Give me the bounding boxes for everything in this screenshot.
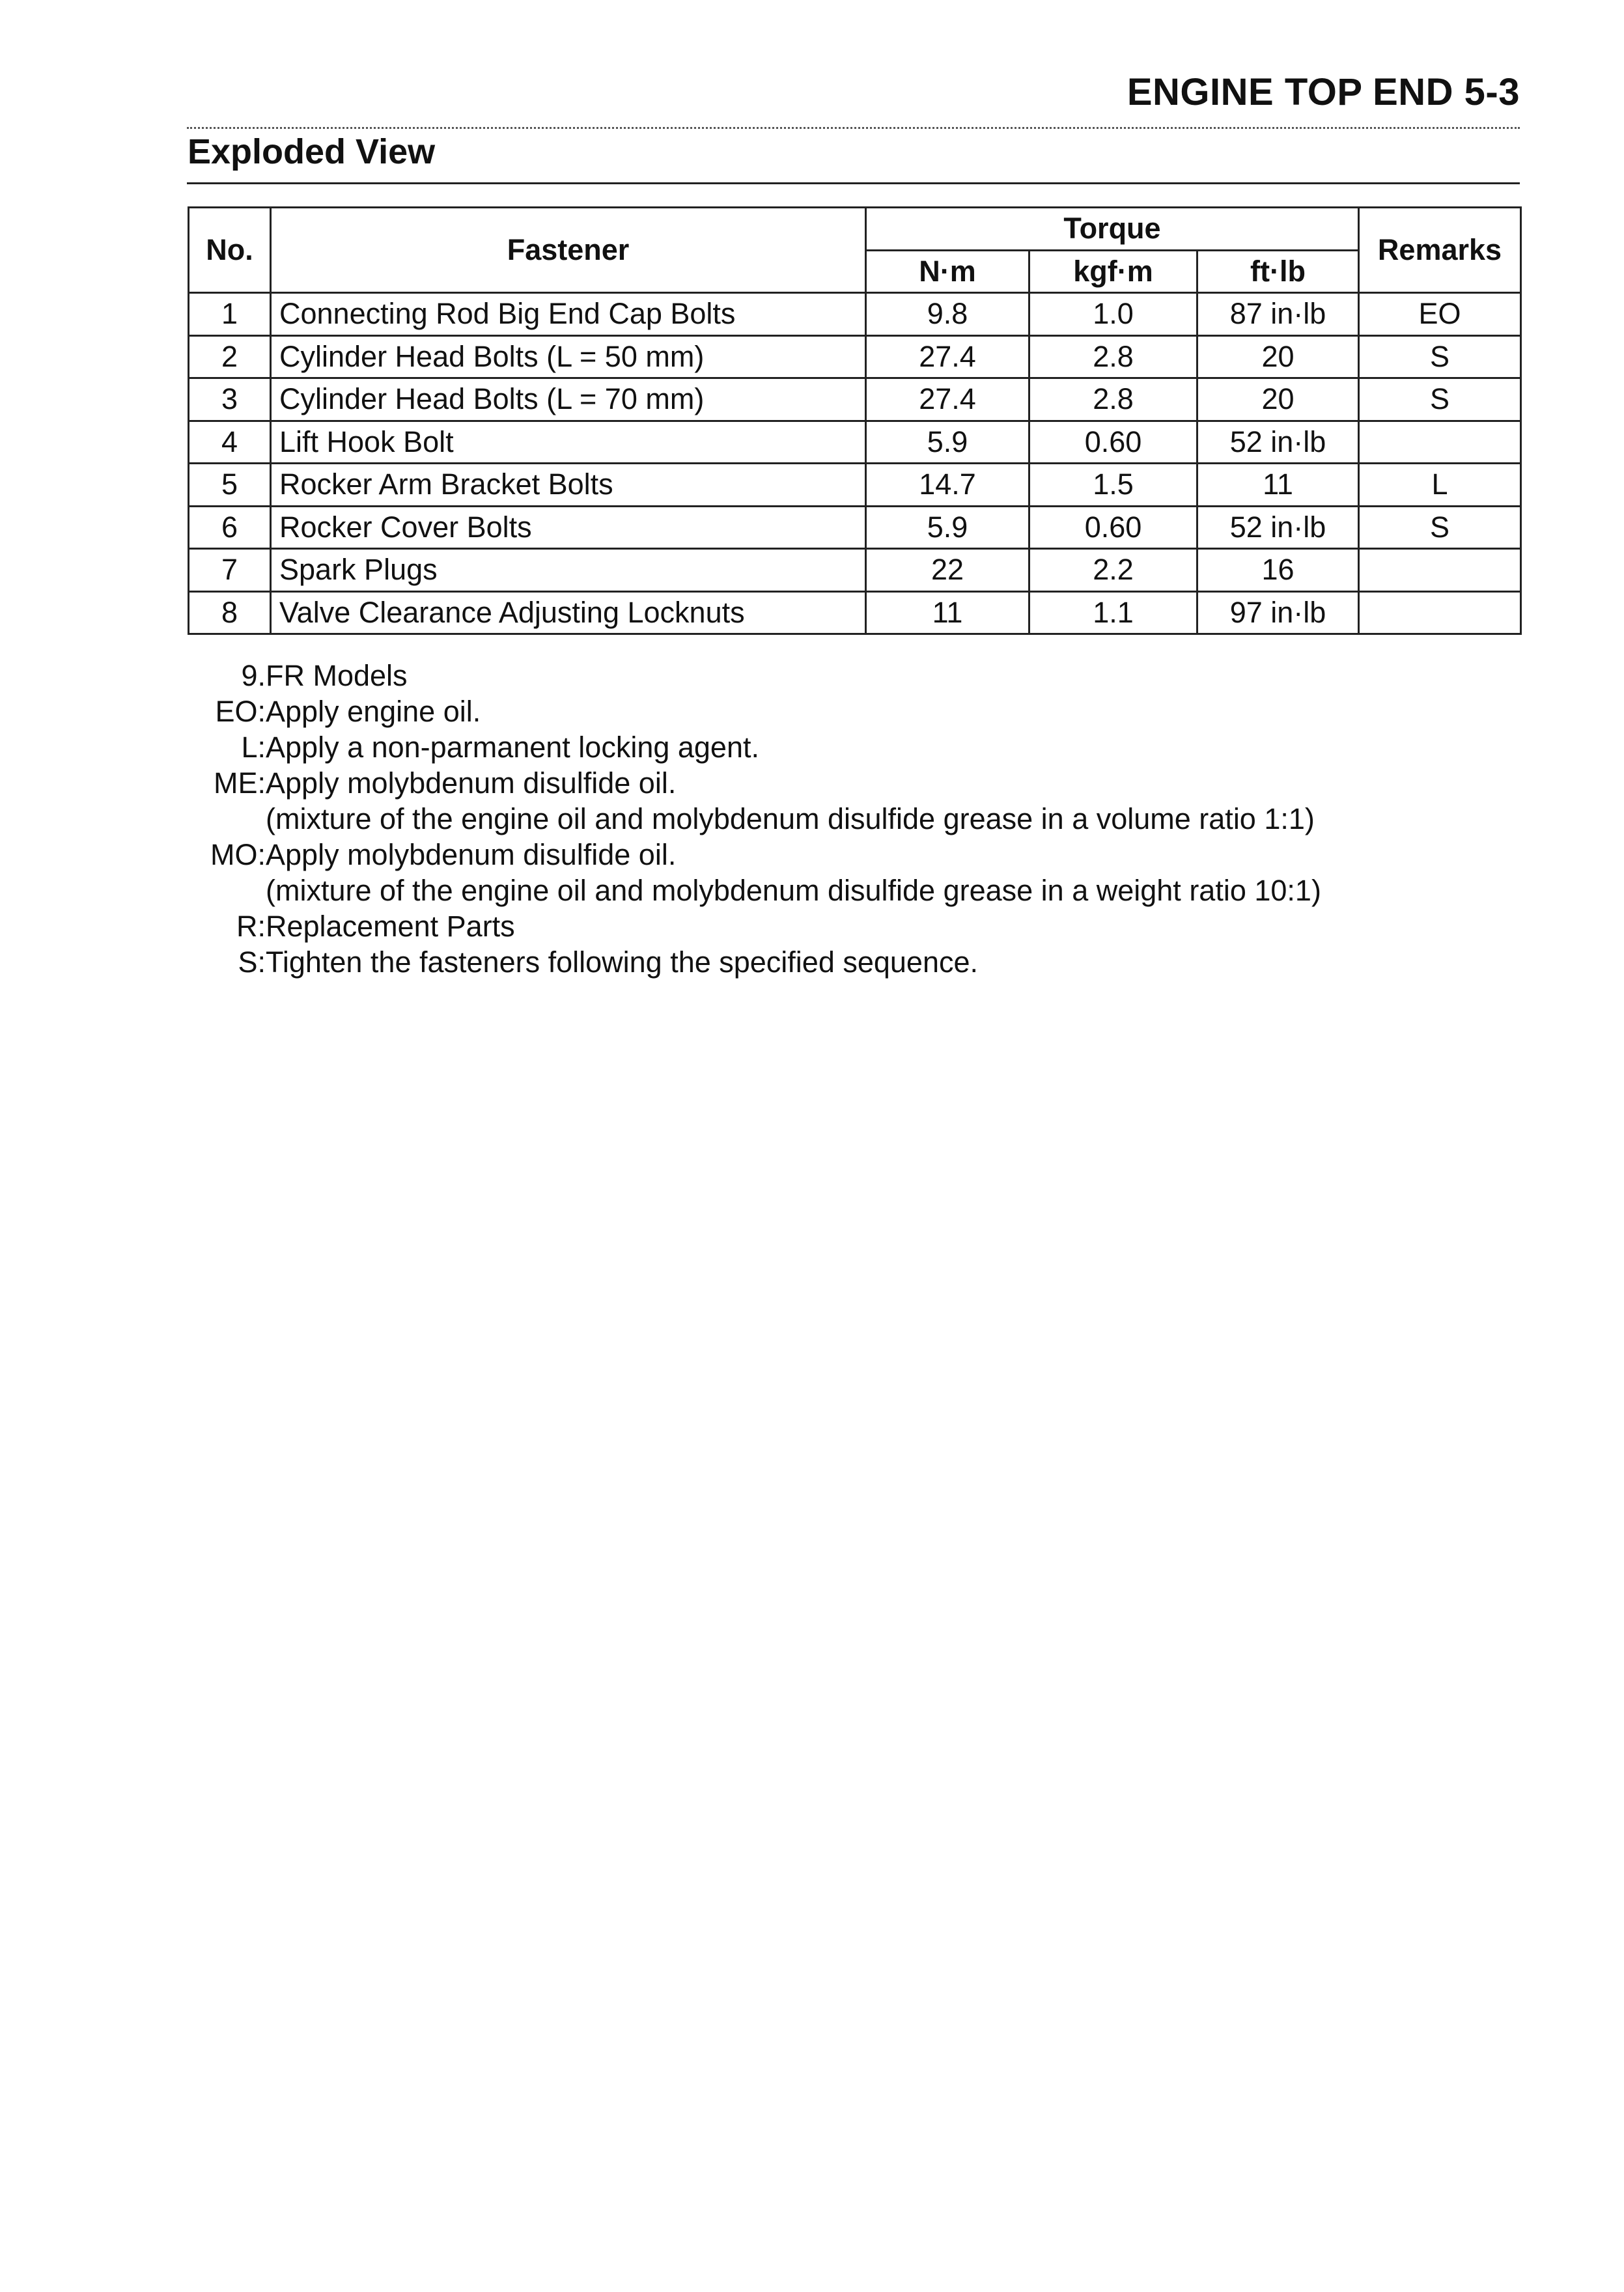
note-s: [195, 944, 1321, 980]
cell-remarks: S: [1359, 506, 1521, 549]
cell-ftlb: 52 in·lb: [1197, 506, 1359, 549]
note-key: S:: [238, 945, 266, 979]
cell-fastener: Connecting Rod Big End Cap Bolts: [271, 293, 866, 336]
cell-fastener: Rocker Cover Bolts: [271, 506, 866, 549]
cell-fastener: Valve Clearance Adjusting Locknuts: [271, 591, 866, 634]
header-remarks: Remarks: [1359, 208, 1521, 293]
cell-fastener: Cylinder Head Bolts (L = 70 mm): [271, 378, 866, 421]
cell-nm: 9.8: [866, 293, 1029, 336]
table-row: [189, 549, 1521, 592]
header-unit-ftlb: ft·lb: [1197, 250, 1359, 293]
cell-fastener: Cylinder Head Bolts (L = 50 mm): [271, 335, 866, 378]
table-row: [189, 506, 1521, 549]
note-l: [195, 729, 1321, 765]
section-title: Exploded View: [188, 132, 436, 171]
cell-nm: 5.9: [866, 506, 1029, 549]
table-row: [189, 464, 1521, 507]
note-mo-detail: (mixture of the engine oil and molybdenum disulfide grease in a weight ratio 10:1): [266, 874, 1321, 907]
cell-kgfm: 1.0: [1029, 293, 1197, 336]
cell-kgfm: 0.60: [1029, 506, 1197, 549]
cell-ftlb: 20: [1197, 335, 1359, 378]
cell-no: 7: [189, 549, 271, 592]
note-key: MO:: [210, 838, 266, 871]
cell-ftlb: 11: [1197, 464, 1359, 507]
table-row: [189, 335, 1521, 378]
cell-nm: 27.4: [866, 378, 1029, 421]
cell-no: 4: [189, 421, 271, 464]
header-unit-nm: N·m: [866, 250, 1029, 293]
cell-kgfm: 1.5: [1029, 464, 1197, 507]
cell-remarks: S: [1359, 335, 1521, 378]
table-row: [189, 293, 1521, 336]
cell-ftlb: 97 in·lb: [1197, 591, 1359, 634]
cell-ftlb: 16: [1197, 549, 1359, 592]
note-key: ME:: [213, 766, 266, 800]
section-divider: [187, 182, 1520, 184]
header-torque: Torque: [866, 208, 1359, 251]
cell-remarks: [1359, 549, 1521, 592]
cell-remarks: [1359, 421, 1521, 464]
cell-kgfm: 1.1: [1029, 591, 1197, 634]
note-text: FR Models: [266, 659, 408, 692]
cell-nm: 11: [866, 591, 1029, 634]
note-text: Apply a non-parmanent locking agent.: [266, 731, 759, 764]
note-text: Apply molybdenum disulfide oil.: [266, 766, 677, 800]
note-key: L:: [241, 731, 266, 764]
cell-nm: 5.9: [866, 421, 1029, 464]
note-key: R:: [236, 910, 266, 943]
header-divider: [187, 127, 1520, 129]
note-me: [195, 765, 1321, 801]
table-row: [189, 591, 1521, 634]
cell-ftlb: 20: [1197, 378, 1359, 421]
cell-no: 2: [189, 335, 271, 378]
note-eo: [195, 693, 1321, 729]
cell-ftlb: 87 in·lb: [1197, 293, 1359, 336]
cell-fastener: Spark Plugs: [271, 549, 866, 592]
note-r: [195, 908, 1321, 944]
cell-kgfm: 2.8: [1029, 335, 1197, 378]
legend-notes: [195, 658, 1321, 980]
note-key: 9.: [241, 659, 266, 692]
cell-remarks: L: [1359, 464, 1521, 507]
cell-nm: 27.4: [866, 335, 1029, 378]
cell-no: 8: [189, 591, 271, 634]
header-fastener: Fastener: [271, 208, 866, 293]
cell-ftlb: 52 in·lb: [1197, 421, 1359, 464]
table-row: [189, 378, 1521, 421]
cell-fastener: Rocker Arm Bracket Bolts: [271, 464, 866, 507]
header-no: No.: [189, 208, 271, 293]
page-header-title: ENGINE TOP END 5-3: [1127, 71, 1520, 113]
note-text: Replacement Parts: [266, 910, 515, 943]
cell-fastener: Lift Hook Bolt: [271, 421, 866, 464]
note-me-detail: (mixture of the engine oil and molybdenum disulfide grease in a volume ratio 1:1): [266, 802, 1315, 835]
cell-remarks: EO: [1359, 293, 1521, 336]
note-text: Apply molybdenum disulfide oil.: [266, 838, 677, 871]
cell-kgfm: 2.2: [1029, 549, 1197, 592]
note-key: EO:: [215, 695, 266, 728]
table-header-row: [189, 208, 1521, 251]
table-row: [189, 421, 1521, 464]
cell-nm: 14.7: [866, 464, 1029, 507]
note-text: Tighten the fasteners following the specified sequence.: [266, 945, 979, 979]
cell-nm: 22: [866, 549, 1029, 592]
cell-kgfm: 0.60: [1029, 421, 1197, 464]
cell-remarks: [1359, 591, 1521, 634]
cell-no: 3: [189, 378, 271, 421]
cell-remarks: S: [1359, 378, 1521, 421]
cell-no: 1: [189, 293, 271, 336]
note-mo: [195, 837, 1321, 873]
cell-kgfm: 2.8: [1029, 378, 1197, 421]
torque-table: [188, 206, 1522, 635]
note-fr-models: [195, 658, 1321, 693]
cell-no: 6: [189, 506, 271, 549]
cell-no: 5: [189, 464, 271, 507]
header-unit-kgfm: kgf·m: [1029, 250, 1197, 293]
note-text: Apply engine oil.: [266, 695, 481, 728]
